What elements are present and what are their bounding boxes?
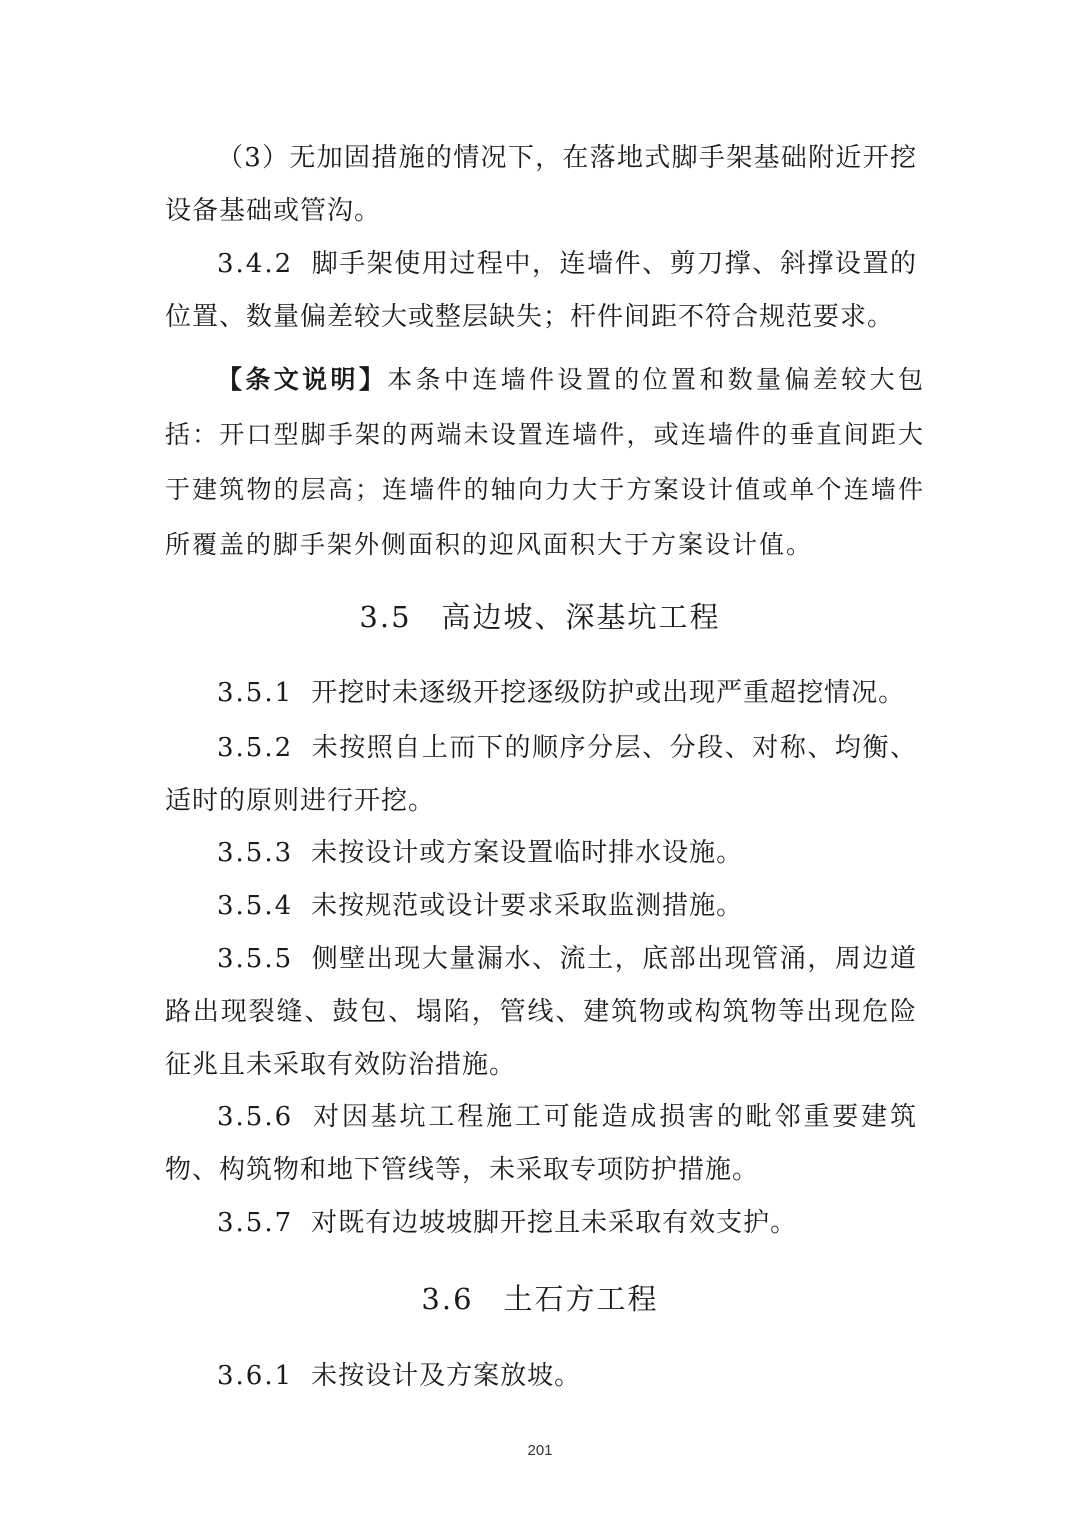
clause-text: 未按照自上而下的顺序分层、分段、对称、均衡、适时的原则进行开挖。 — [165, 733, 917, 816]
clause-3-5-3 — [165, 827, 917, 880]
clause-text: 未按设计及方案放坡。 — [311, 1361, 582, 1391]
clause-text: 脚手架使用过程中，连墙件、剪刀撑、斜撑设置的位置、数量偏差较大或整层缺失；杆件间距不符合规范要求。 — [165, 249, 917, 332]
clause-3-6-1 — [165, 1350, 917, 1403]
section-number: 3.6 — [421, 1282, 474, 1316]
clause-text: 开挖时未逐级开挖逐级防护或出现严重超挖情况。 — [311, 678, 906, 708]
clause-3-5-2 — [165, 722, 917, 828]
clause-3-5-6 — [165, 1091, 917, 1197]
clause-number: 3.4.2 — [217, 249, 294, 279]
clause-text: 未按设计或方案设置临时排水设施。 — [311, 838, 744, 868]
clause-number: 3.5.2 — [217, 733, 294, 763]
clause-number: 3.5.6 — [217, 1102, 294, 1132]
clause-3-5-5 — [165, 933, 917, 1092]
clause-text: 侧壁出现大量漏水、流土，底部出现管涌，周边道路出现裂缝、鼓包、塌陷，管线、建筑物或构筑物等出现危险征兆且未采取有效防治措施。 — [165, 944, 917, 1080]
section-title-text: 高边坡、深基坑工程 — [441, 600, 721, 634]
clause-text: 未按规范或设计要求采取监测措施。 — [311, 891, 744, 921]
clause-text: 对既有边坡坡脚开挖且未采取有效支护。 — [311, 1208, 798, 1238]
clause-3-5-4 — [165, 880, 917, 933]
explanation-label: 【条文说明】 — [217, 365, 388, 394]
clause-item-3 — [165, 132, 917, 238]
section-number: 3.5 — [359, 600, 412, 634]
clause-number: 3.5.5 — [217, 944, 294, 974]
section-heading-3-6 — [0, 1279, 1080, 1319]
clause-number: 3.5.1 — [217, 678, 294, 708]
section-heading-3-5 — [0, 597, 1080, 637]
clause-text: （3）无加固措施的情况下，在落地式脚手架基础附近开挖设备基础或管沟。 — [165, 143, 917, 226]
clause-3-5-7 — [165, 1197, 917, 1250]
explanation-text: 本条中连墙件设置的位置和数量偏差较大包括：开口型脚手架的两端未设置连墙件，或连墙件的垂直间距大于建筑物的层高；连墙件的轴向力大于方案设计值或单个连墙件所覆盖的脚手架外侧面积的迎风面积大于方案设计值。 — [165, 365, 925, 559]
clause-number: 3.5.4 — [217, 891, 294, 921]
clause-explanation — [165, 352, 925, 572]
clause-number: 3.5.7 — [217, 1208, 294, 1238]
clause-number: 3.5.3 — [217, 838, 294, 868]
page-number: 201 — [527, 1442, 553, 1459]
clause-3-5-1 — [165, 667, 917, 720]
clause-number: 3.6.1 — [217, 1361, 294, 1391]
clause-3-4-2 — [165, 238, 917, 344]
section-title-text: 土石方工程 — [503, 1282, 659, 1316]
clause-text: 对因基坑工程施工可能造成损害的毗邻重要建筑物、构筑物和地下管线等，未采取专项防护措施。 — [165, 1102, 917, 1185]
